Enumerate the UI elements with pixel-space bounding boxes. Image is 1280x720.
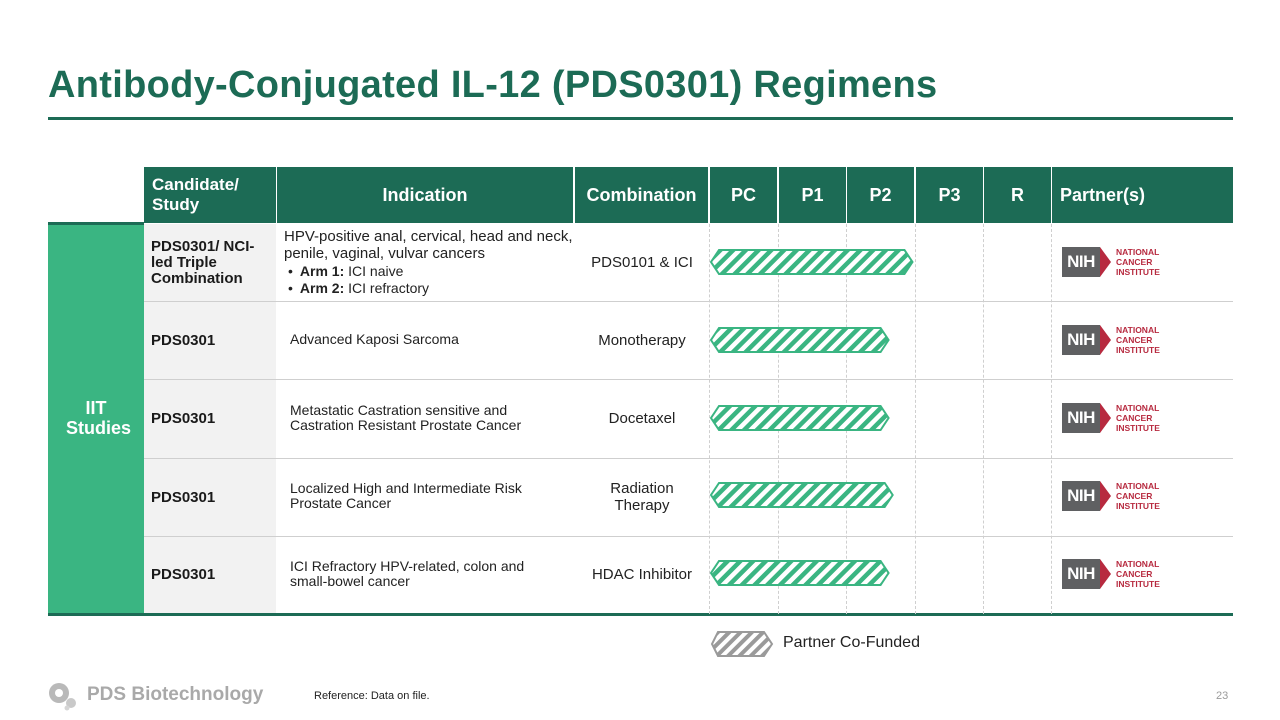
nih-logo [1062, 246, 1166, 278]
group-label-iit-studies: IIT Studies [48, 222, 144, 614]
company-logo [47, 681, 287, 711]
nih-logo [1062, 480, 1166, 512]
nih-logo-text: NATIONAL CANCER INSTITUTE [1116, 481, 1160, 511]
header-candidate: Candidate/ Study [144, 167, 276, 223]
row-4-candidate: PDS0301 [144, 537, 276, 613]
nih-chevron-icon [1100, 481, 1111, 511]
progress-bar-row-2 [711, 406, 889, 430]
row-4-indication: ICI Refractory HPV-related, colon and small-bowel cancer [290, 558, 525, 589]
company-name: PDS Biotechnology [87, 684, 264, 705]
row-0-arm-1: • Arm 1: ICI naive [284, 263, 574, 280]
legend-swatch-partner-co-funded [708, 628, 776, 660]
nih-chevron-icon [1100, 559, 1111, 589]
progress-bar-row-0 [711, 250, 912, 274]
page-title: Antibody-Conjugated IL-12 (PDS0301) Regimens [48, 64, 938, 106]
row-3-candidate: PDS0301 [144, 459, 276, 536]
nih-logo-mark: NIH [1062, 325, 1100, 355]
legend-label: Partner Co-Funded [783, 634, 920, 651]
nih-chevron-icon [1100, 403, 1111, 433]
page-number: 23 [1216, 690, 1229, 702]
reference-note: Reference: Data on file. [314, 690, 430, 702]
row-2-indication: Metastatic Castration sensitive and Castration Resistant Prostate Cancer [290, 402, 522, 433]
nih-logo-text: NATIONAL CANCER INSTITUTE [1116, 403, 1160, 433]
row-4-combination: HDAC Inhibitor [591, 566, 693, 583]
nih-logo-mark: NIH [1062, 481, 1100, 511]
nih-logo-text: NATIONAL CANCER INSTITUTE [1116, 559, 1160, 589]
header-phase-p2: P2 [847, 167, 914, 223]
progress-bar-row-3 [711, 483, 893, 507]
row-3-indication: Localized High and Intermediate Risk Prostate Cancer [290, 480, 522, 511]
nih-logo [1062, 324, 1166, 356]
nih-logo-mark: NIH [1062, 559, 1100, 589]
header-phase-r: R [984, 167, 1051, 223]
row-2-candidate: PDS0301 [144, 380, 276, 458]
nih-logo-text: NATIONAL CANCER INSTITUTE [1116, 325, 1160, 355]
header-phase-pc: PC [710, 167, 777, 223]
header-partners: Partner(s) [1052, 167, 1233, 223]
nih-chevron-icon [1100, 247, 1111, 277]
nih-logo [1062, 558, 1166, 590]
row-0-combination: PDS0101 & ICI [591, 254, 693, 271]
header-combination: Combination [575, 167, 708, 223]
row-1-indication: Advanced Kaposi Sarcoma [290, 331, 459, 347]
nih-logo-mark: NIH [1062, 247, 1100, 277]
pds-logo-icon [47, 681, 81, 711]
row-0-indication-text: HPV-positive anal, cervical, head and neck, penile, vaginal, vulvar cancers [284, 228, 573, 262]
nih-logo-text: NATIONAL CANCER INSTITUTE [1116, 247, 1160, 277]
nih-logo [1062, 402, 1166, 434]
row-1-combination: Monotherapy [598, 332, 686, 349]
progress-bar-row-4 [711, 561, 889, 585]
row-3-combination: Radiation Therapy [610, 480, 674, 514]
row-1-candidate: PDS0301 [144, 302, 276, 379]
nih-chevron-icon [1100, 325, 1111, 355]
header-phase-p1: P1 [779, 167, 846, 223]
row-0-candidate: PDS0301/ NCI-led Triple Combination [144, 224, 276, 301]
row-2-combination: Docetaxel [608, 410, 676, 427]
progress-bar-row-1 [711, 328, 889, 352]
row-0-arm-2: • Arm 2: ICI refractory [284, 280, 574, 297]
nih-logo-mark: NIH [1062, 403, 1100, 433]
header-phase-p3: P3 [916, 167, 983, 223]
header-indication: Indication [277, 167, 573, 223]
